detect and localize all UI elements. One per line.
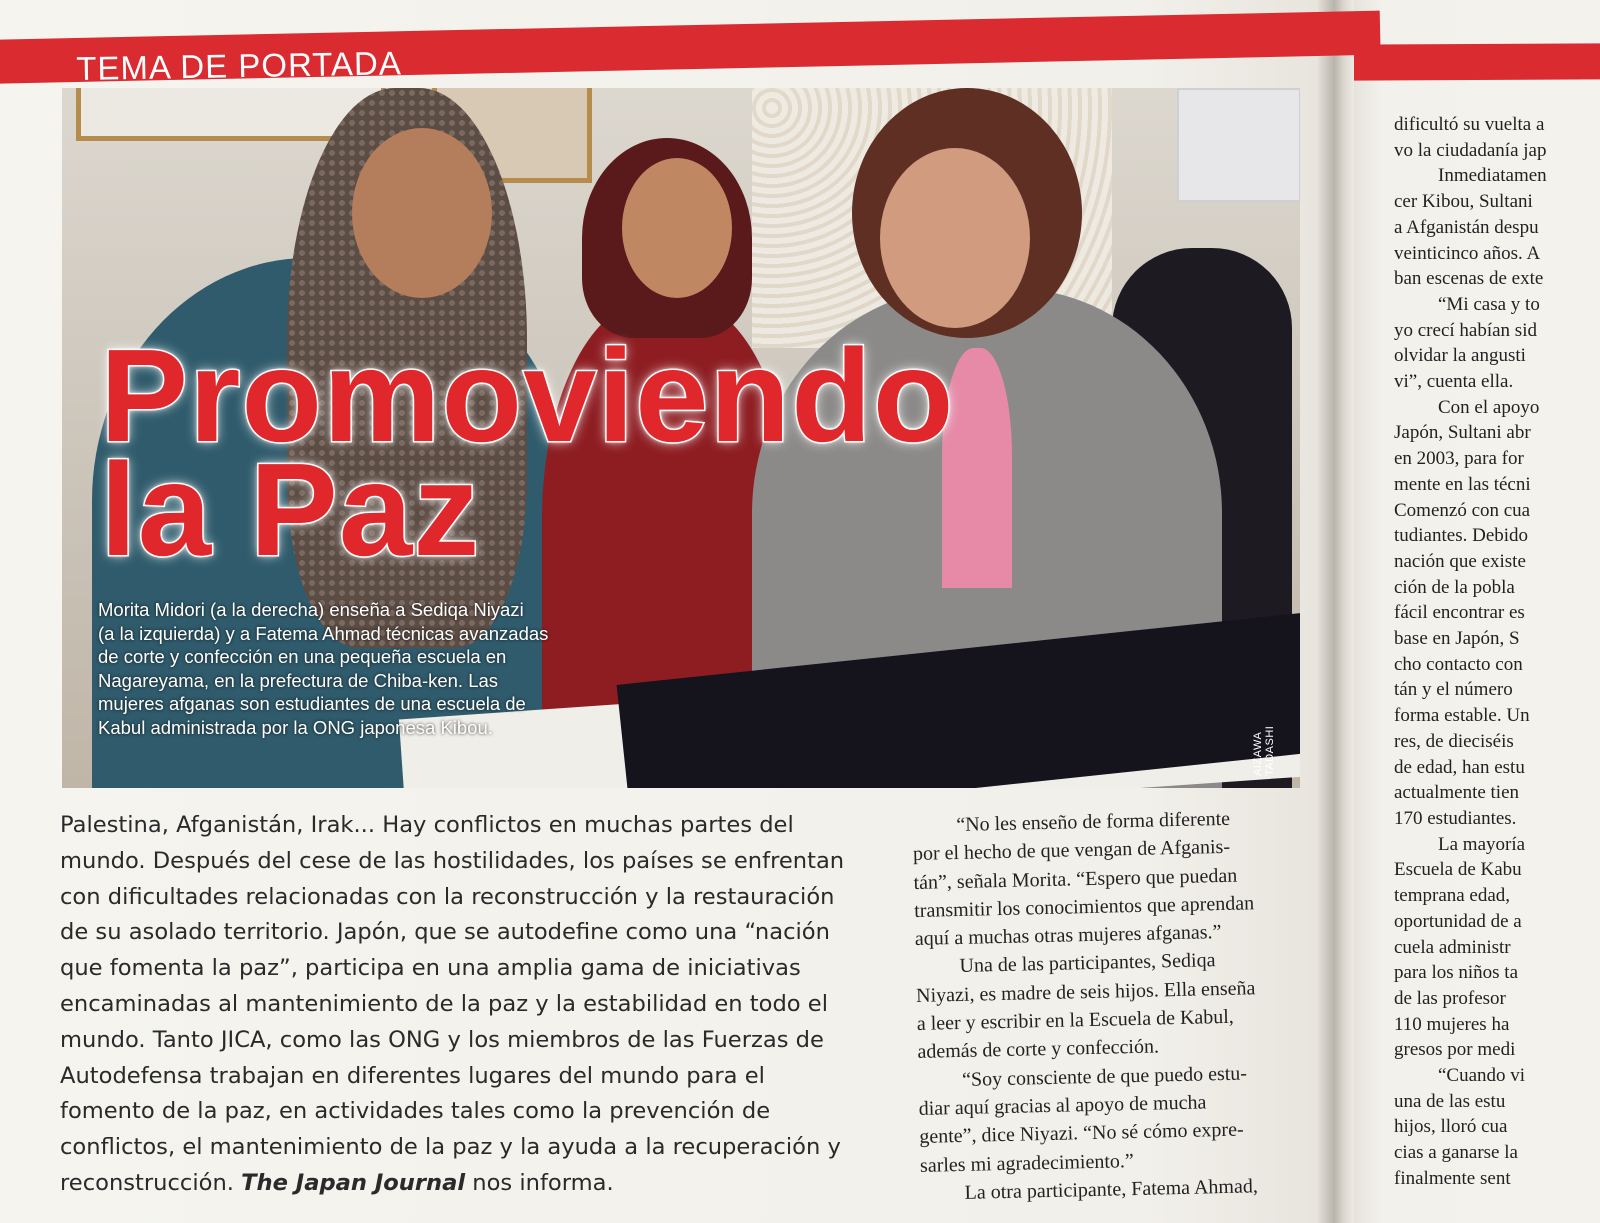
text-fragment: reconstrucción. xyxy=(60,1169,242,1196)
publication-name: The Japan Journal xyxy=(241,1169,466,1196)
text-line: gresos por medi xyxy=(1394,1039,1516,1061)
text-line: La otra participante, Fatema Ahmad, xyxy=(964,1175,1259,1204)
text-line: sarles mi agradecimiento.” xyxy=(919,1149,1135,1177)
text-line: ban escenas de exte xyxy=(1394,268,1544,290)
text-line: Inmediatamen xyxy=(1438,165,1547,187)
text-fragment: nos informa. xyxy=(465,1169,614,1196)
woman-center-face xyxy=(622,158,732,298)
text-line: forma estable. Un xyxy=(1394,705,1530,727)
text-line: oportunidad de a xyxy=(1394,910,1522,932)
text-line: gente”, dice Niyazi. “No sé cómo expre- xyxy=(919,1118,1244,1149)
text-line: diar aquí gracias al apoyo de mucha xyxy=(918,1091,1207,1120)
text-line: base en Japón, S xyxy=(1394,628,1520,650)
text-line: a leer y escribir en la Escuela de Kabul, xyxy=(916,1005,1235,1036)
text-line: tán y el número xyxy=(1394,679,1513,701)
text-line: mente en las técni xyxy=(1394,473,1531,495)
photo-credit: AIZAWA TADASHI xyxy=(1252,725,1276,776)
caption-line: Nagareyama, en la prefectura de Chiba-ken. Las xyxy=(98,669,499,691)
text-line: fomento de la paz, en actividades tales como la prevención de xyxy=(60,1098,771,1125)
text-line: una de las estu xyxy=(1394,1090,1506,1112)
red-band-right xyxy=(1352,43,1600,80)
text-line: de su asolado territorio. Japón, que se autodefine como una “nación xyxy=(60,919,830,946)
text-line: que fomenta la paz”, participa en una amplia gama de iniciativas xyxy=(60,955,801,982)
text-line: olvidar la angusti xyxy=(1394,345,1526,367)
text-line: 110 mujeres ha xyxy=(1394,1013,1510,1035)
storage-shelf xyxy=(1177,88,1300,202)
text-line: actualmente tien xyxy=(1394,782,1520,804)
text-line: cuela administr xyxy=(1394,936,1511,958)
text-line: finalmente sent xyxy=(1394,1167,1511,1189)
text-line: veinticinco años. A xyxy=(1394,242,1541,264)
photo-caption xyxy=(98,598,658,739)
text-line: Escuela de Kabu xyxy=(1394,859,1522,881)
text-line: mundo. Tanto JICA, como las ONG y los miembros de las Fuerzas de xyxy=(60,1026,824,1053)
caption-line: Kabul administrada por la ONG japonesa Kibou. xyxy=(98,716,493,738)
text-line: vi”, cuenta ella. xyxy=(1394,371,1514,393)
text-line: vo la ciudadanía jap xyxy=(1394,139,1547,161)
text-line: transmitir los conocimientos que aprendan xyxy=(913,892,1255,922)
text-line: por el hecho de que vengan de Afganis- xyxy=(912,836,1231,866)
text-line: 170 estudiantes. xyxy=(1394,807,1517,829)
text-line: cias a ganarse la xyxy=(1394,1142,1518,1164)
text-line: de las profesor xyxy=(1394,987,1506,1009)
text-line: Una de las participantes, Sediqa xyxy=(959,949,1216,978)
text-line: Comenzó con cua xyxy=(1394,499,1531,521)
caption-line: de corte y confección en una pequeña escuela en xyxy=(98,646,507,667)
text-line: La mayoría xyxy=(1438,833,1526,855)
text-line: además de corte y confección. xyxy=(917,1035,1160,1064)
text-line: res, de dieciséis xyxy=(1394,730,1514,752)
text-line: a Afganistán despu xyxy=(1394,216,1539,238)
middle-column-text xyxy=(912,803,1321,1208)
text-line: “No les enseño de forma diferente xyxy=(956,807,1231,836)
text-line: para los niños ta xyxy=(1394,962,1519,984)
text-line: “Mi casa y to xyxy=(1438,293,1540,315)
text-line: con dificultades relacionadas con la reconstrucción y la restauración xyxy=(60,883,835,910)
text-line: dificultó su vuelta a xyxy=(1394,114,1545,135)
text-line: fácil encontrar es xyxy=(1394,602,1525,624)
text-line-last xyxy=(60,1166,890,1202)
text-line: aquí a muchas otras mujeres afganas.” xyxy=(914,921,1222,951)
text-line: nación que existe xyxy=(1394,550,1526,572)
text-line: Palestina, Afganistán, Irak... Hay conflictos en muchas partes del xyxy=(60,812,794,838)
section-label: TEMA DE PORTADA xyxy=(76,44,403,87)
text-line: ción de la pobla xyxy=(1394,576,1515,598)
headline-line: Promoviendo xyxy=(100,322,955,469)
text-line: encaminadas al mantenimiento de la paz y la estabilidad en todo el xyxy=(60,990,828,1017)
text-line: hijos, lloró cua xyxy=(1394,1116,1508,1138)
woman-right-face xyxy=(880,148,1030,328)
page-gutter xyxy=(1318,0,1354,1223)
right-column-text xyxy=(1394,112,1600,1192)
text-line: Con el apoyo xyxy=(1438,396,1540,418)
text-line: Niyazi, es madre de seis hijos. Ella enseña xyxy=(915,977,1256,1007)
headline-line: la Paz xyxy=(100,436,481,583)
woman-left-face xyxy=(352,128,492,298)
text-line: “Soy consciente de que puedo estu- xyxy=(961,1062,1248,1091)
cover-photo xyxy=(62,88,1300,788)
text-line: conflictos, el mantenimiento de la paz y la ayuda a la recuperación y xyxy=(60,1134,841,1161)
caption-line: mujeres afganas son estudiantes de una escuela de xyxy=(98,693,526,714)
text-line: Autodefensa trabajan en diferentes lugares del mundo para el xyxy=(60,1062,765,1089)
text-line: cer Kibou, Sultani xyxy=(1394,191,1533,213)
text-line: cho contacto con xyxy=(1394,653,1523,675)
text-line: tudiantes. Debido xyxy=(1394,525,1529,547)
text-line: temprana edad, xyxy=(1394,885,1511,907)
text-line: Japón, Sultani abr xyxy=(1394,422,1531,444)
text-line: mundo. Después del cese de las hostilidades, los países se enfrentan xyxy=(60,847,845,874)
text-line: tán”, señala Morita. “Espero que puedan xyxy=(913,864,1238,894)
text-line: en 2003, para for xyxy=(1394,448,1524,470)
text-line: “Cuando vi xyxy=(1438,1065,1526,1087)
caption-line: Morita Midori (a la derecha) enseña a Sediqa Niyazi xyxy=(98,599,524,620)
intro-paragraph xyxy=(60,808,890,1202)
right-page xyxy=(1352,0,1600,1223)
text-line: de edad, han estu xyxy=(1394,756,1525,778)
caption-line: (a la izquierda) y a Fatema Ahmad técnicas avanzadas xyxy=(98,622,549,644)
text-line: yo crecí habían sid xyxy=(1394,319,1537,341)
